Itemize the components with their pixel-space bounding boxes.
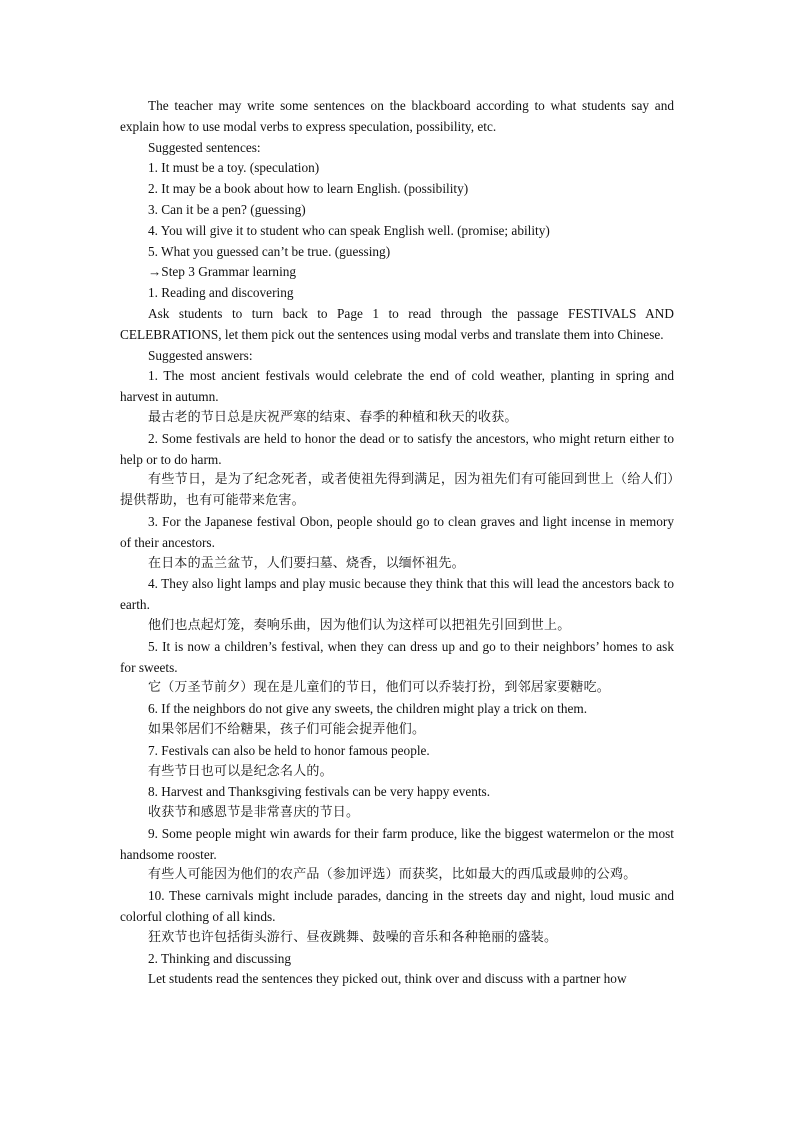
instruction-paragraph: Ask students to turn back to Page 1 to read through the passage FESTIVALS AND CELEBRATIONS, let them pick out the sentences using modal verbs and translate them into Chinese. — [120, 305, 674, 342]
document-body — [120, 96, 674, 990]
answer-english: 1. The most ancient festivals would celebrate the end of cold weather, planting in spring and harvest in autumn. — [120, 368, 674, 405]
answer-chinese: 有些节日，是为了纪念死者，或者使祖先得到满足，因为祖先们有可能回到世上（给人们）提供帮助，也有可能带来危害。 — [120, 472, 674, 509]
answer-chinese: 有些节日也可以是纪念名人的。 — [148, 763, 333, 779]
step-heading: →Step 3 Grammar learning — [148, 264, 297, 280]
answer-english: 3. For the Japanese festival Obon, people should go to clean graves and light incense in memory of their ancestors. — [120, 513, 674, 550]
answer-english: 10. These carnivals might include parades, dancing in the streets day and night, loud music and colorful clothing of all kinds. — [120, 888, 674, 925]
answer-english: 7. Festivals can also be held to honor famous people. — [148, 742, 430, 758]
intro-paragraph: The teacher may write some sentences on the blackboard according to what students say and explain how to use modal verbs to express speculation, possibility, etc. — [120, 98, 674, 134]
answer-english: 9. Some people might win awards for their farm produce, like the biggest watermelon or the most handsome rooster. — [120, 825, 674, 862]
suggested-sentence: 4. You will give it to student who can speak English well. (promise; ability) — [148, 222, 550, 238]
answer-english: 2. Some festivals are held to honor the dead or to satisfy the ancestors, who might return either to help or to do harm. — [120, 430, 674, 467]
subsection-heading: 1. Reading and discovering — [148, 285, 294, 301]
answer-english: 4. They also light lamps and play music because they think that this will lead the ancestors back to earth. — [120, 576, 674, 613]
answer-chinese: 如果邻居们不给糖果，孩子们可能会捉弄他们。 — [148, 721, 426, 737]
suggested-sentence: 5. What you guessed can’t be true. (guessing) — [148, 243, 391, 259]
suggested-sentences-heading: Suggested sentences: — [148, 139, 261, 155]
answer-english: 5. It is now a children’s festival, when they can dress up and go to their neighbors’ homes to ask for sweets. — [120, 638, 674, 675]
answer-chinese: 收获节和感恩节是非常喜庆的节日。 — [148, 805, 360, 821]
suggested-answers-heading: Suggested answers: — [148, 347, 253, 363]
answer-chinese: 它（万圣节前夕）现在是儿童们的节日，他们可以乔装打扮，到邻居家要糖吃。 — [148, 680, 611, 696]
answer-chinese: 狂欢节也许包括街头游行、昼夜跳舞、鼓噪的音乐和各种艳丽的盛装。 — [148, 929, 558, 945]
answer-english: 8. Harvest and Thanksgiving festivals can be very happy events. — [148, 784, 491, 800]
answer-chinese: 有些人可能因为他们的农产品（参加评选）而获奖，比如最大的西瓜或最帅的公鸡。 — [148, 867, 637, 883]
suggested-sentence: 3. Can it be a pen? (guessing) — [148, 201, 306, 217]
suggested-sentence: 2. It may be a book about how to learn English. (possibility) — [148, 181, 469, 197]
answer-english: 6. If the neighbors do not give any sweets, the children might play a trick on them. — [148, 701, 588, 717]
answer-chinese: 最古老的节日总是庆祝严寒的结束、春季的种植和秋天的收获。 — [148, 409, 518, 425]
suggested-sentence: 1. It must be a toy. (speculation) — [148, 160, 320, 176]
answer-chinese: 在日本的盂兰盆节，人们要扫墓、烧香，以缅怀祖先。 — [148, 555, 465, 571]
instruction-paragraph: Let students read the sentences they picked out, think over and discuss with a partner how — [148, 971, 627, 987]
subsection-heading: 2. Thinking and discussing — [148, 950, 292, 966]
answer-chinese: 他们也点起灯笼，奏响乐曲，因为他们认为这样可以把祖先引回到世上。 — [148, 617, 571, 633]
